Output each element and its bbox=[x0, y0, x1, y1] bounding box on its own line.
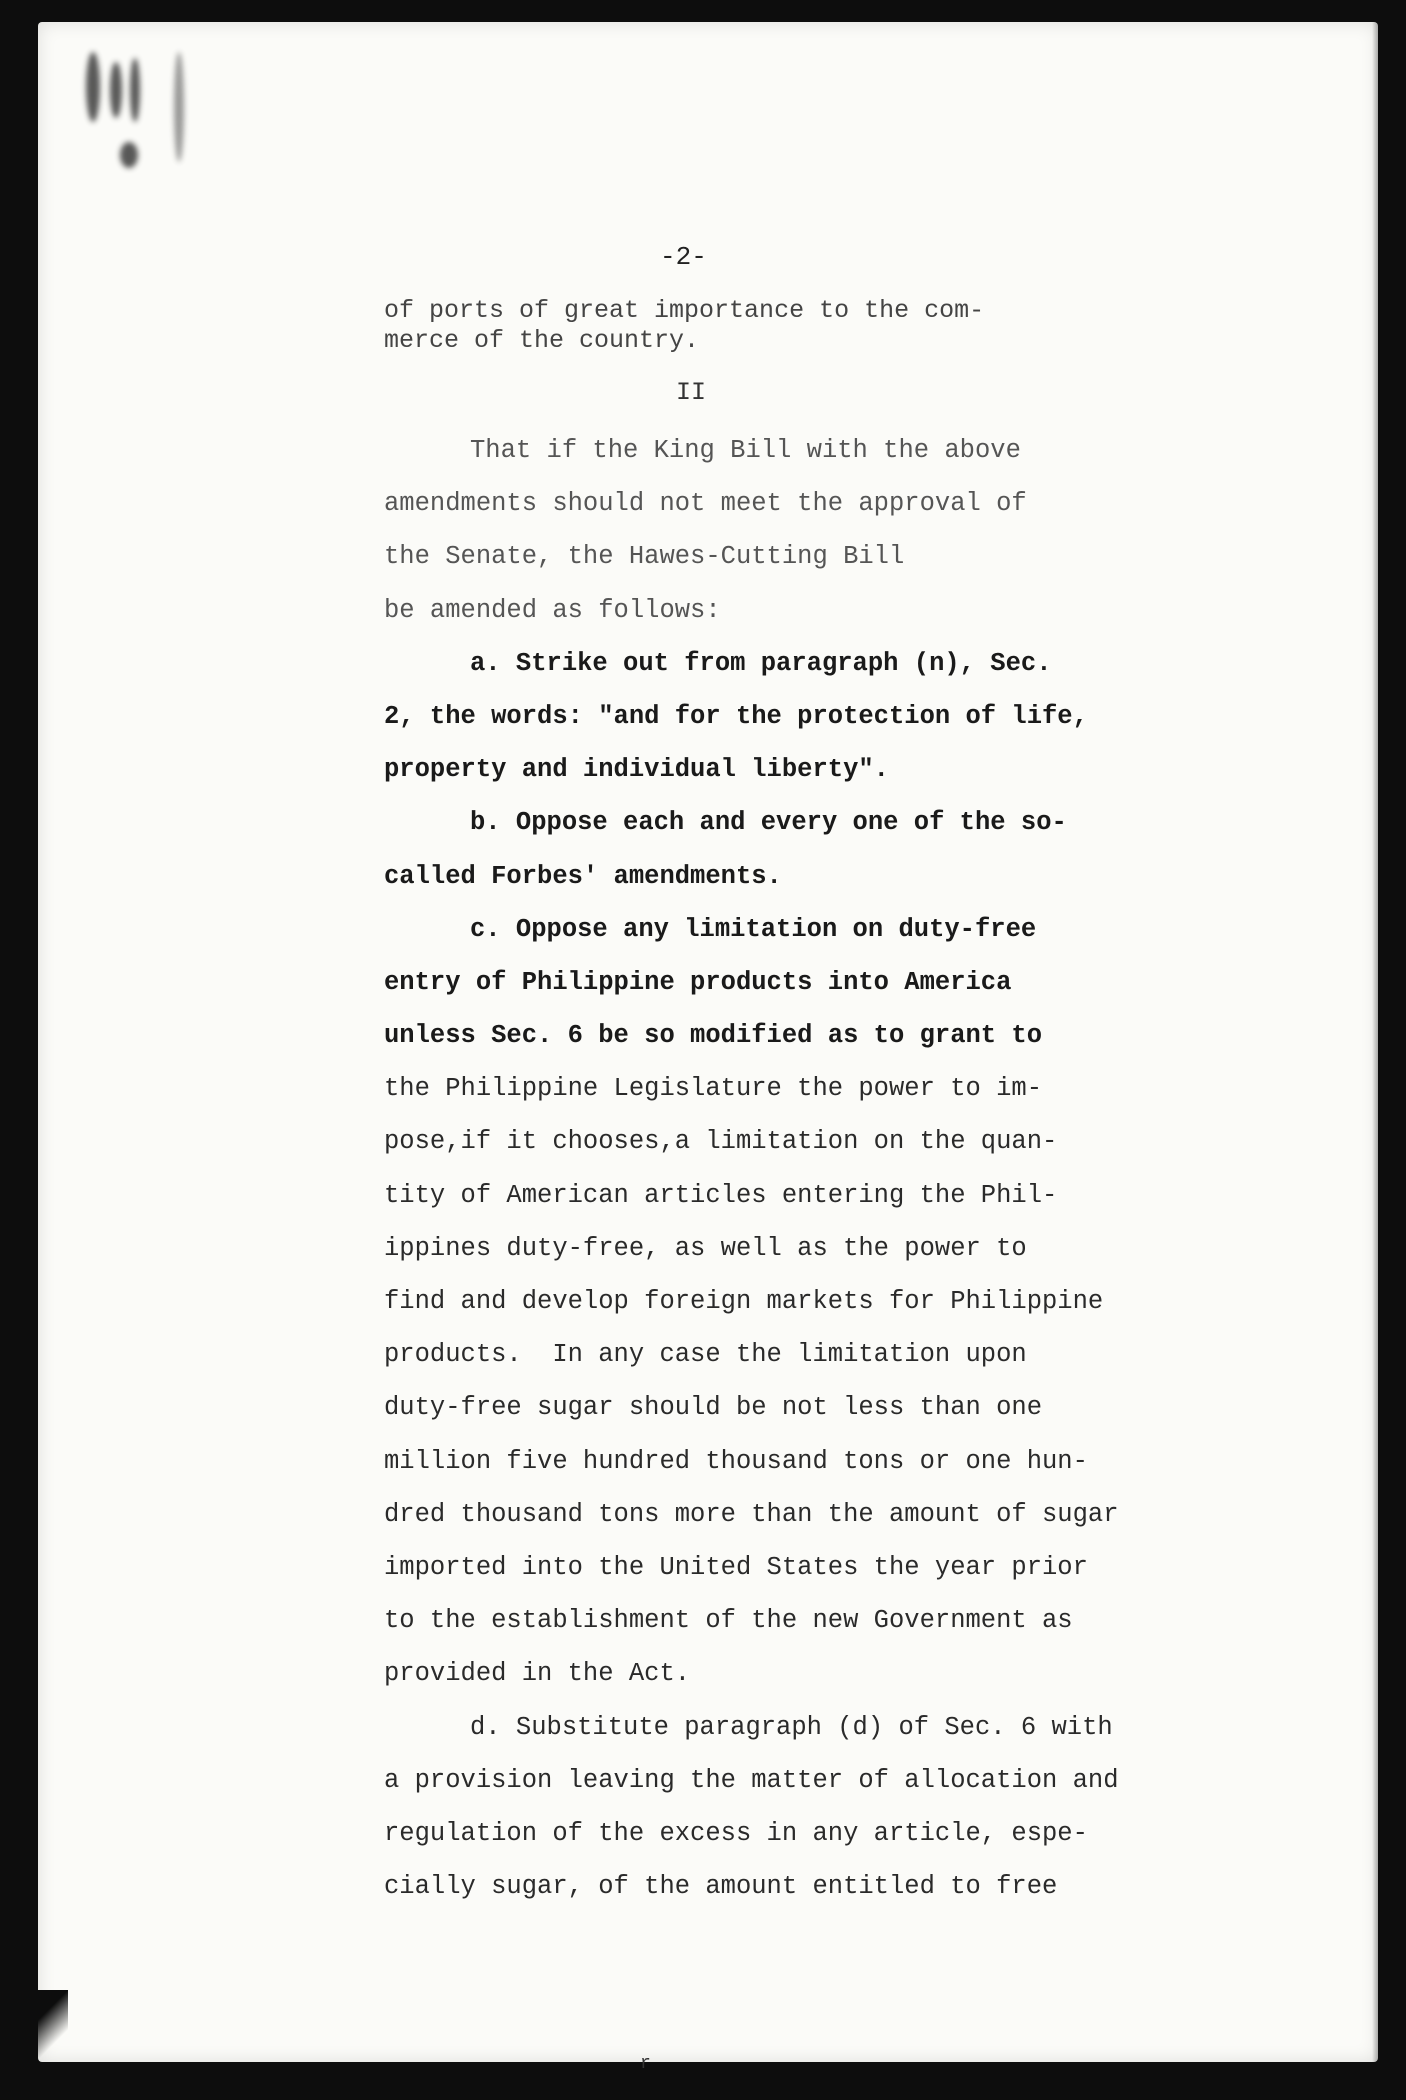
torn-right-edge bbox=[1372, 20, 1406, 2080]
text-line: cially sugar, of the amount entitled to free bbox=[384, 1872, 1058, 1902]
page-number: -2- bbox=[660, 242, 707, 272]
text-line: unless Sec. 6 be so modified as to grant to bbox=[384, 1021, 1043, 1051]
ink-smudge bbox=[86, 52, 100, 122]
text-line: 2, the words: "and for the protection of life, bbox=[384, 701, 1088, 731]
text-line: amendments should not meet the approval of bbox=[384, 489, 1027, 519]
ink-smudge bbox=[120, 142, 138, 168]
text-line: the Senate, the Hawes-Cutting Bill bbox=[384, 542, 905, 572]
text-line: imported into the United States the year prior bbox=[384, 1552, 1088, 1582]
text-line: to the establishment of the new Government as bbox=[384, 1606, 1073, 1636]
ink-smudge bbox=[110, 62, 122, 118]
text-line: regulation of the excess in any article, espe- bbox=[384, 1818, 1088, 1848]
ink-smudge bbox=[130, 58, 140, 122]
body-text bbox=[384, 424, 1119, 1913]
text-line: tity of American articles entering the Phil- bbox=[384, 1180, 1058, 1210]
text-line: pose,if it chooses,a limitation on the quan- bbox=[384, 1127, 1058, 1157]
text-line: c. Oppose any limitation on duty-free bbox=[470, 914, 1037, 944]
text-line: property and individual liberty". bbox=[384, 755, 889, 785]
text-line: be amended as follows: bbox=[384, 595, 721, 625]
footer-mark: r bbox=[640, 2054, 651, 2074]
text-line: called Forbes' amendments. bbox=[384, 861, 782, 891]
section-heading: II bbox=[676, 378, 707, 407]
text-line: the Philippine Legislature the power to im- bbox=[384, 1074, 1043, 1104]
text-line: a provision leaving the matter of allocation and bbox=[384, 1765, 1119, 1795]
text-line: ippines duty-free, as well as the power to bbox=[384, 1233, 1027, 1263]
opening-paragraph bbox=[384, 296, 984, 356]
text-line: find and develop foreign markets for Philippine bbox=[384, 1287, 1104, 1316]
text-line: b. Oppose each and every one of the so- bbox=[470, 808, 1067, 838]
ink-smudge bbox=[174, 52, 184, 162]
text-line: provided in the Act. bbox=[384, 1659, 691, 1689]
text-line: dred thousand tons more than the amount of sugar bbox=[384, 1499, 1119, 1529]
text-line: million five hundred thousand tons or one hun- bbox=[384, 1446, 1088, 1476]
text-line: d. Substitute paragraph (d) of Sec. 6 with bbox=[470, 1712, 1113, 1742]
text-line: merce of the country. bbox=[384, 326, 700, 355]
torn-corner bbox=[38, 1990, 68, 2060]
text-line: products. In any case the limitation upon bbox=[384, 1340, 1027, 1370]
text-line: That if the King Bill with the above bbox=[470, 436, 1021, 465]
text-line: duty-free sugar should be not less than one bbox=[384, 1393, 1043, 1423]
text-line: of ports of great importance to the com- bbox=[384, 296, 985, 325]
text-line: a. Strike out from paragraph (n), Sec. bbox=[470, 648, 1052, 678]
text-line: entry of Philippine products into America bbox=[384, 967, 1012, 997]
